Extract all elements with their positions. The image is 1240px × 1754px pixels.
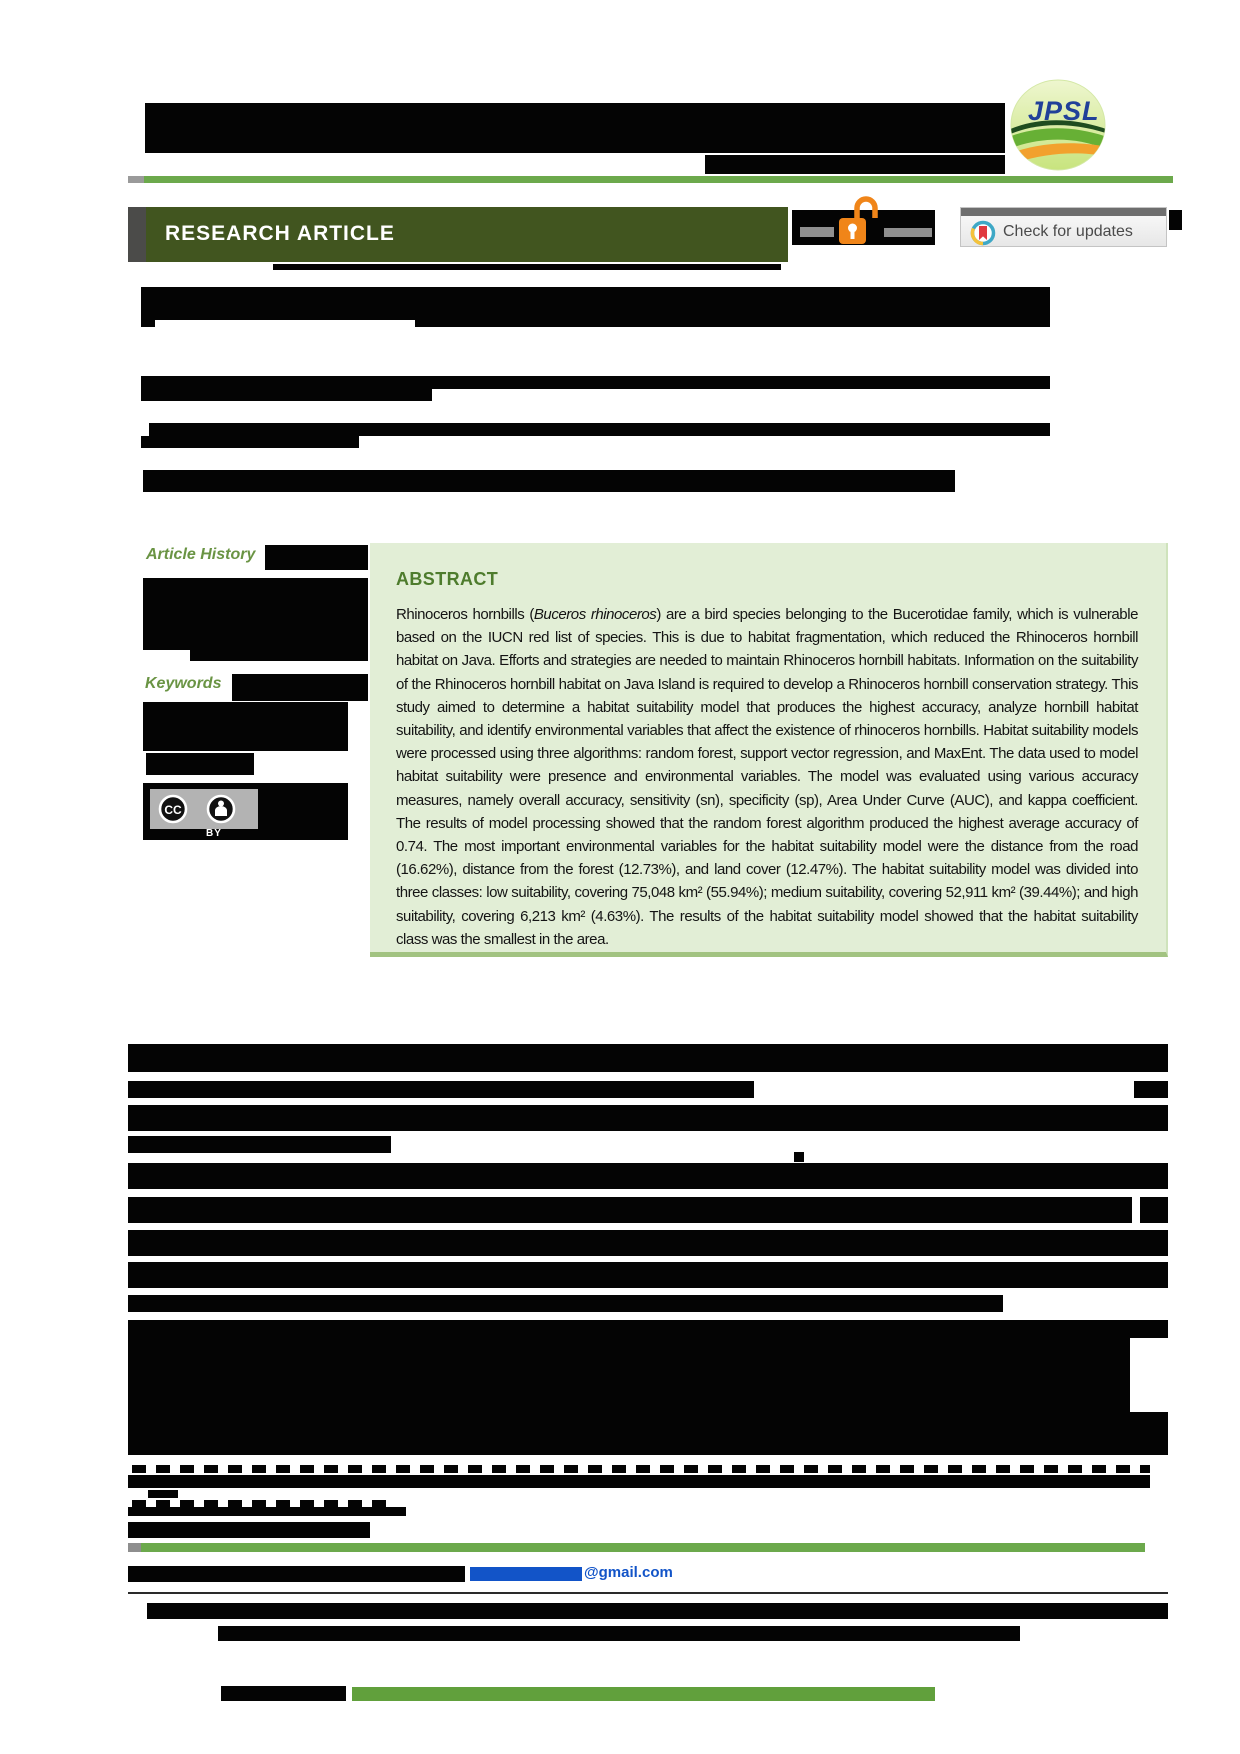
redacted-text-bar bbox=[221, 1686, 346, 1701]
redacted-text-bar bbox=[128, 1081, 754, 1098]
email-link-redacted[interactable] bbox=[470, 1567, 582, 1581]
redacted-text-bar bbox=[143, 578, 368, 650]
article-type-label: RESEARCH ARTICLE bbox=[165, 222, 395, 245]
article-type-bar-edge bbox=[128, 207, 146, 262]
redacted-text-bar bbox=[1140, 1197, 1168, 1223]
by-label: BY bbox=[206, 828, 222, 839]
corresponding-author-email[interactable]: @gmail.com bbox=[584, 1564, 673, 1581]
redacted-text-bar bbox=[143, 470, 955, 492]
article-history-label: Article History bbox=[146, 546, 256, 563]
redacted-text-bar bbox=[128, 1105, 1168, 1131]
redacted-text-bar bbox=[128, 1566, 465, 1582]
person-icon bbox=[208, 796, 234, 822]
redacted-text-bar bbox=[128, 1412, 1168, 1455]
redacted-text-bar bbox=[232, 674, 368, 701]
redacted-text-bar bbox=[128, 1262, 1168, 1288]
redacted-text-bar bbox=[146, 753, 254, 775]
redacted-text-bar bbox=[265, 545, 368, 570]
redacted-text-bar bbox=[705, 155, 1005, 174]
redacted-text-bar bbox=[128, 1320, 1168, 1338]
redacted-text-bar bbox=[128, 1163, 1168, 1189]
abstract-heading: ABSTRACT bbox=[396, 569, 499, 589]
redacted-text-bar bbox=[128, 1044, 1168, 1072]
redacted-text-bar bbox=[128, 1136, 391, 1153]
abstract-text bbox=[396, 603, 1138, 951]
masthead-rule-cap bbox=[128, 176, 144, 183]
jpsl-logo bbox=[1006, 78, 1110, 172]
section-divider-cap bbox=[128, 1543, 141, 1552]
publisher-note-green-text bbox=[352, 1687, 935, 1701]
open-access-text-fragment bbox=[884, 228, 932, 237]
redacted-text-bar bbox=[128, 1522, 370, 1538]
redacted-text-bar bbox=[128, 1295, 1003, 1312]
section-divider-green bbox=[141, 1543, 1145, 1552]
keywords-label: Keywords bbox=[145, 675, 222, 692]
redacted-text-bar bbox=[128, 1507, 406, 1516]
cc-icon bbox=[157, 793, 247, 825]
cc-by-license-badge[interactable] bbox=[143, 783, 348, 840]
abstract-panel bbox=[370, 543, 1168, 957]
check-for-updates-label: Check for updates bbox=[1003, 223, 1133, 240]
species-name-italic: Buceros rhinoceros bbox=[533, 606, 657, 623]
redacted-text-bar bbox=[141, 287, 1050, 320]
cc-letters: CC bbox=[164, 803, 182, 817]
redacted-text-bar bbox=[1169, 210, 1182, 230]
article-type-bar bbox=[128, 207, 788, 262]
abstract-text-lead: Rhinoceros hornbills ( bbox=[396, 606, 534, 623]
redacted-text-bar bbox=[128, 1230, 1168, 1256]
redacted-text-bar bbox=[190, 650, 368, 661]
redacted-text-bar bbox=[145, 103, 1005, 153]
redacted-text-dashes bbox=[132, 1465, 1150, 1473]
redacted-text-bar bbox=[141, 376, 1050, 389]
redacted-text-bar bbox=[1134, 1081, 1168, 1098]
open-access-text-fragment bbox=[800, 227, 834, 237]
redacted-text-bar bbox=[141, 320, 155, 327]
redacted-text-bar bbox=[143, 702, 348, 751]
redacted-text-bar bbox=[147, 1603, 1168, 1619]
redacted-text-bar bbox=[794, 1152, 804, 1162]
crossmark-icon bbox=[970, 220, 996, 246]
check-for-updates-button[interactable] bbox=[960, 207, 1167, 247]
footer-rule bbox=[128, 1592, 1168, 1594]
redacted-text-bar bbox=[149, 423, 1050, 436]
logo-text: JPSL bbox=[1028, 96, 1100, 126]
redacted-text-bar bbox=[128, 1197, 1132, 1223]
redacted-text-bar bbox=[218, 1626, 1020, 1641]
redacted-text-bar bbox=[415, 320, 1050, 327]
abstract-text-body: ) are a bird species belonging to the Bucerotidae family, which is vulnerable based on the IUCN red list of species. This is due to habitat fragmentation, which reduced the Rhinoceros hornbill habitat on Java. Efforts and strategies are needed to maintain Rhinoceros hornbill habitats. Information on the suitability of the Rhinoceros hornbill habitat on Java Island is required to develop a Rhinoceros hornbill conservation strategy. This study aimed to determine a habitat suitability model that produces the highest accuracy, analyze hornbill habitat suitability, and identify environmental variables that affect the existence of rhinoceros hornbills. Habitat suitability models were processed using three algorithms: random forest, support vector regression, and MaxEnt. The data used to model habitat suitability were presence and environmental variables. The model was evaluated using various accuracy measures, namely overall accuracy, sensitivity (sn), specificity (sp), Area Under Curve (AUC), and kappa coefficient. The results of model processing showed that the random forest algorithm produced the highest average accuracy of 0.74. The most important environmental variables for the habitat suitability model were the distance from the road (16.62%), distance from the forest (12.73%), and land cover (12.47%). The habitat suitability model was divided into three classes: low suitability, covering 75,048 km² (55.94%); medium suitability, covering 52,911 km² (39.44%); and high suitability, covering 6,213 km² (4.63%). The results of the habitat suitability model showed that the habitat suitability class was the smallest in the area. bbox=[396, 606, 1138, 948]
badge-top-strip bbox=[961, 208, 1166, 216]
redacted-text-bar bbox=[148, 1490, 178, 1498]
masthead-rule bbox=[144, 176, 1173, 183]
redacted-text-dashes bbox=[132, 1500, 395, 1507]
redacted-text-bar bbox=[141, 436, 359, 448]
redacted-text-bar bbox=[128, 1338, 1130, 1412]
redacted-text-bar bbox=[273, 264, 781, 270]
redacted-text-bar bbox=[128, 1475, 1150, 1488]
redacted-text-bar bbox=[141, 389, 432, 401]
open-access-icon bbox=[835, 191, 879, 247]
